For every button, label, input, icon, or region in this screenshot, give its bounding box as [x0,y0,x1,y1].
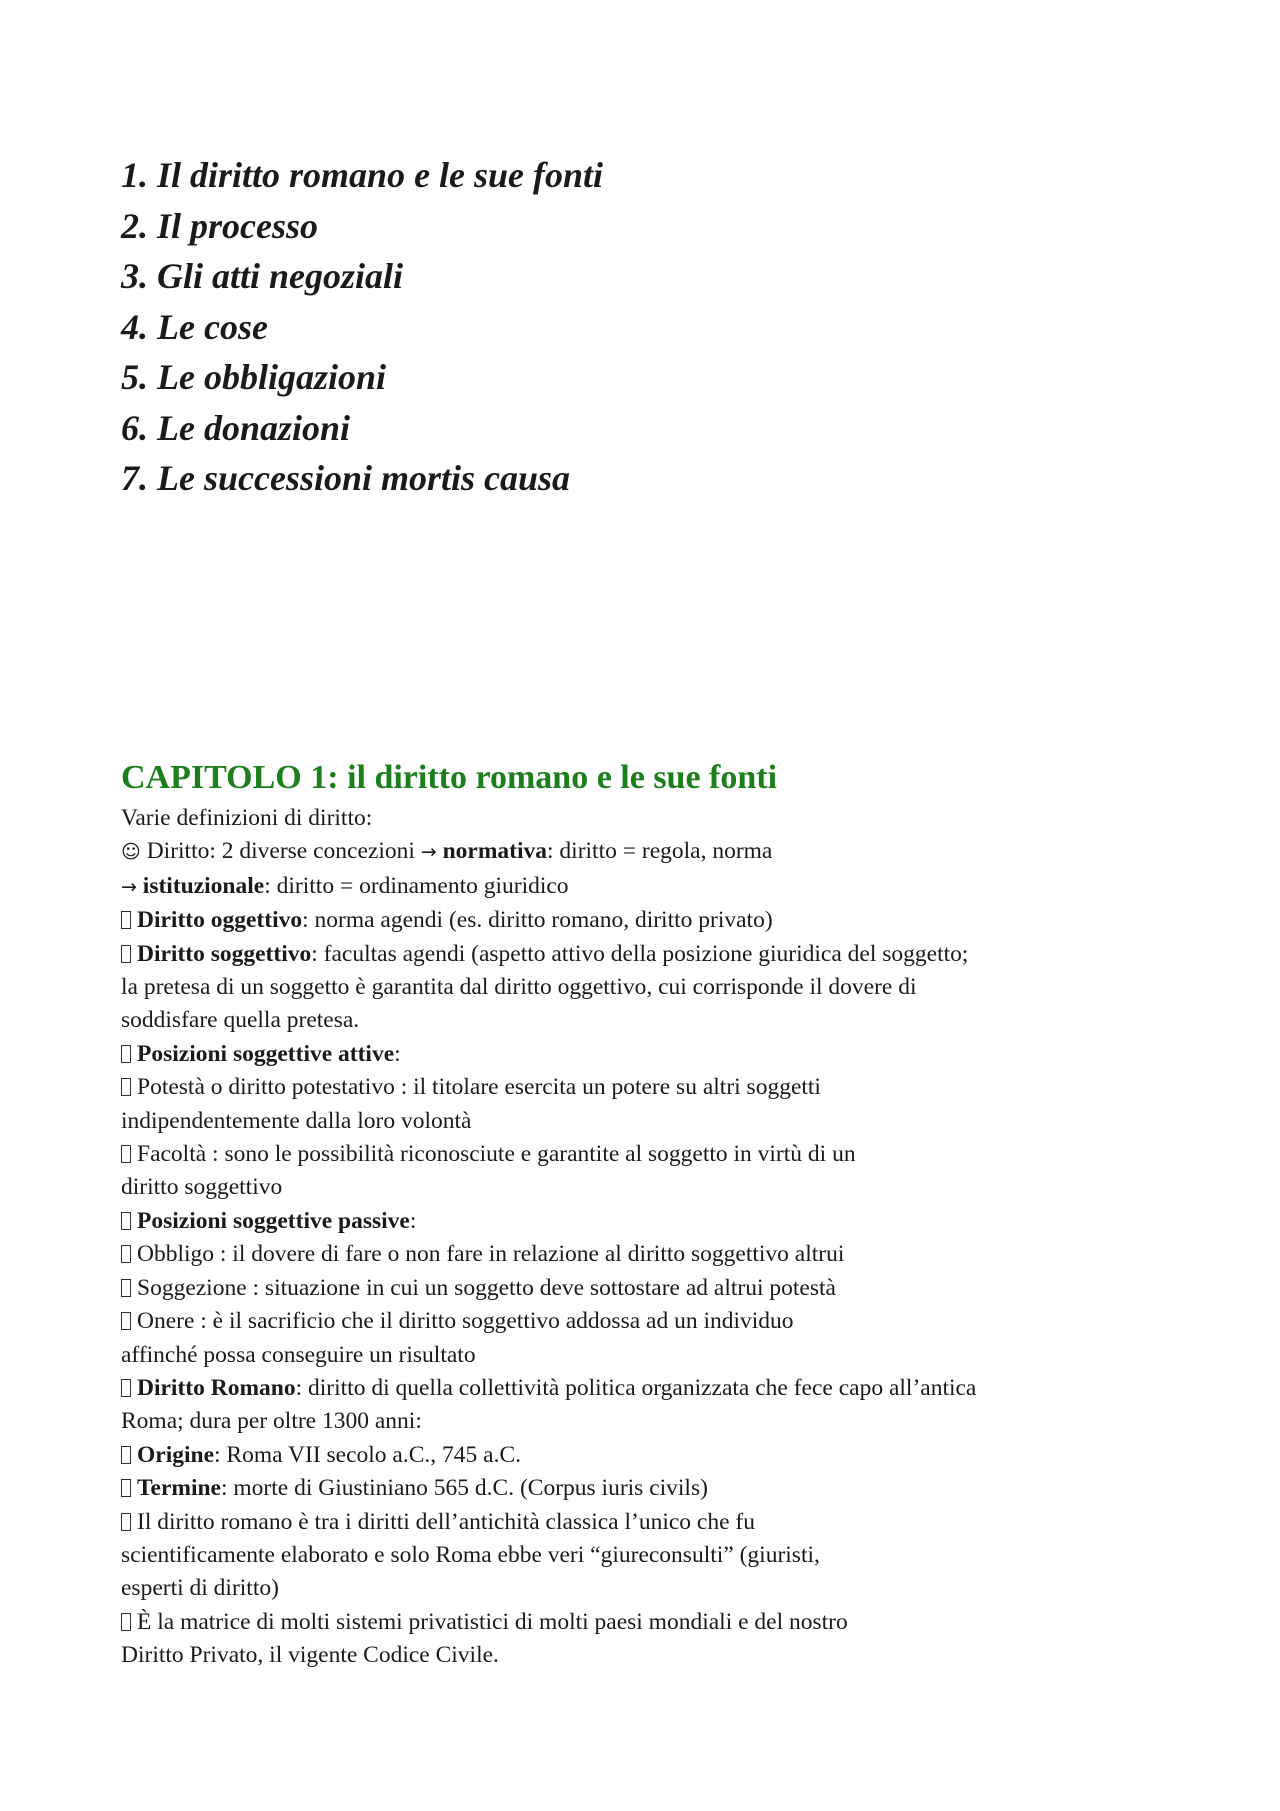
bullet-line: Il diritto romano è tra i diritti dell’antichità classica l’unico che fu [121,1506,1181,1539]
table-of-contents [121,150,603,504]
toc-item-3: 3. Gli atti negoziali [121,256,404,296]
toc-item-4: 4. Le cose [121,306,268,347]
text-line: Roma; dura per oltre 1300 anni: [121,1408,422,1435]
bullet-line: Onere : è il sacrificio che il diritto soggettivo addossa ad un individuo [121,1305,1181,1338]
bullet-box-icon [121,1513,131,1531]
text-line: affinché possa conseguire un risultato [121,1341,476,1368]
bullet-box-icon [121,1245,131,1263]
bullet-box-icon [121,1045,131,1063]
toc-item-6: 6. Le donazioni [121,407,351,448]
bullet-line: Posizioni soggettive passive: [121,1205,1181,1238]
bullet-box-icon [121,1145,131,1163]
toc-item-2: 2. Il processo [121,205,318,246]
bullet-line: Facoltà : sono le possibilità riconosciute e garantite al soggetto in virtù di un [121,1138,1181,1171]
text-line: indipendentemente dalla loro volontà [121,1107,472,1134]
bullet-box-icon [121,1479,131,1497]
bullet-line: Diritto oggettivo: norma agendi (es. diritto romano, diritto privato) [121,904,1181,937]
bullet-box-icon [121,1078,131,1096]
bullet-line: Diritto soggettivo: facultas agendi (aspetto attivo della posizione giuridica del soggetto; [121,938,1181,971]
bullet-box-icon [121,911,131,929]
text-line: diritto soggettivo [121,1174,283,1201]
bullet-line: Posizioni soggettive attive: [121,1038,1181,1071]
bullet-box-icon [121,1312,131,1330]
bullet-line: Obbligo : il dovere di fare o non fare in relazione al diritto soggettivo altrui [121,1238,1181,1271]
text-line: soddisfare quella pretesa. [121,1007,360,1034]
smiley-icon: ☺ [121,841,141,864]
text-line: Diritto Privato, il vigente Codice Civile. [121,1642,499,1669]
chapter-section [121,756,1181,1673]
toc-item-1: 1. Il diritto romano e le sue fonti [121,155,604,195]
text-line: esperti di diritto) [121,1575,279,1602]
text-line: la pretesa di un soggetto è garantita dal diritto oggettivo, cui corrisponde il dovere di [121,974,917,1001]
arrow-right-icon: → [420,841,437,864]
bullet-line: Origine: Roma VII secolo a.C., 745 a.C. [121,1439,1181,1472]
bullet-box-icon [121,1379,131,1397]
bullet-line: Potestà o diritto potestativo : il titolare esercita un potere su altri soggetti [121,1071,1181,1104]
arrow-right-icon: → [121,875,137,898]
toc-item-5: 5. Le obbligazioni [121,357,387,397]
bullet-line: Termine: morte di Giustiniano 565 d.C. (Corpus iuris civils) [121,1472,1181,1505]
bullet-box-icon [121,945,131,963]
bullet-box-icon [121,1212,131,1230]
chapter-title: CAPITOLO 1: il diritto romano e le sue fonti [121,759,778,796]
bullet-box-icon [121,1446,131,1464]
toc-item-7: 7. Le successioni mortis causa [121,458,571,498]
bullet-line: Diritto Romano: diritto di quella collettività politica organizzata che fece capo all’antica [121,1372,1181,1405]
text-line: scientificamente elaborato e solo Roma ebbe veri “giureconsulti” (giuristi, [121,1541,820,1568]
bullet-line: Soggezione : situazione in cui un soggetto deve sottostare ad altrui potestà [121,1272,1181,1305]
definition-line: → istituzionale: diritto = ordinamento giuridico [121,872,569,899]
intro-line: Varie definizioni di diritto: [121,805,373,831]
definition-line: ☺ Diritto: 2 diverse concezioni → normativa: diritto = regola, norma [121,838,773,865]
bullet-box-icon [121,1279,131,1297]
bullet-line: È la matrice di molti sistemi privatistici di molti paesi mondiali e del nostro [121,1606,1181,1639]
bullet-box-icon [121,1613,131,1631]
